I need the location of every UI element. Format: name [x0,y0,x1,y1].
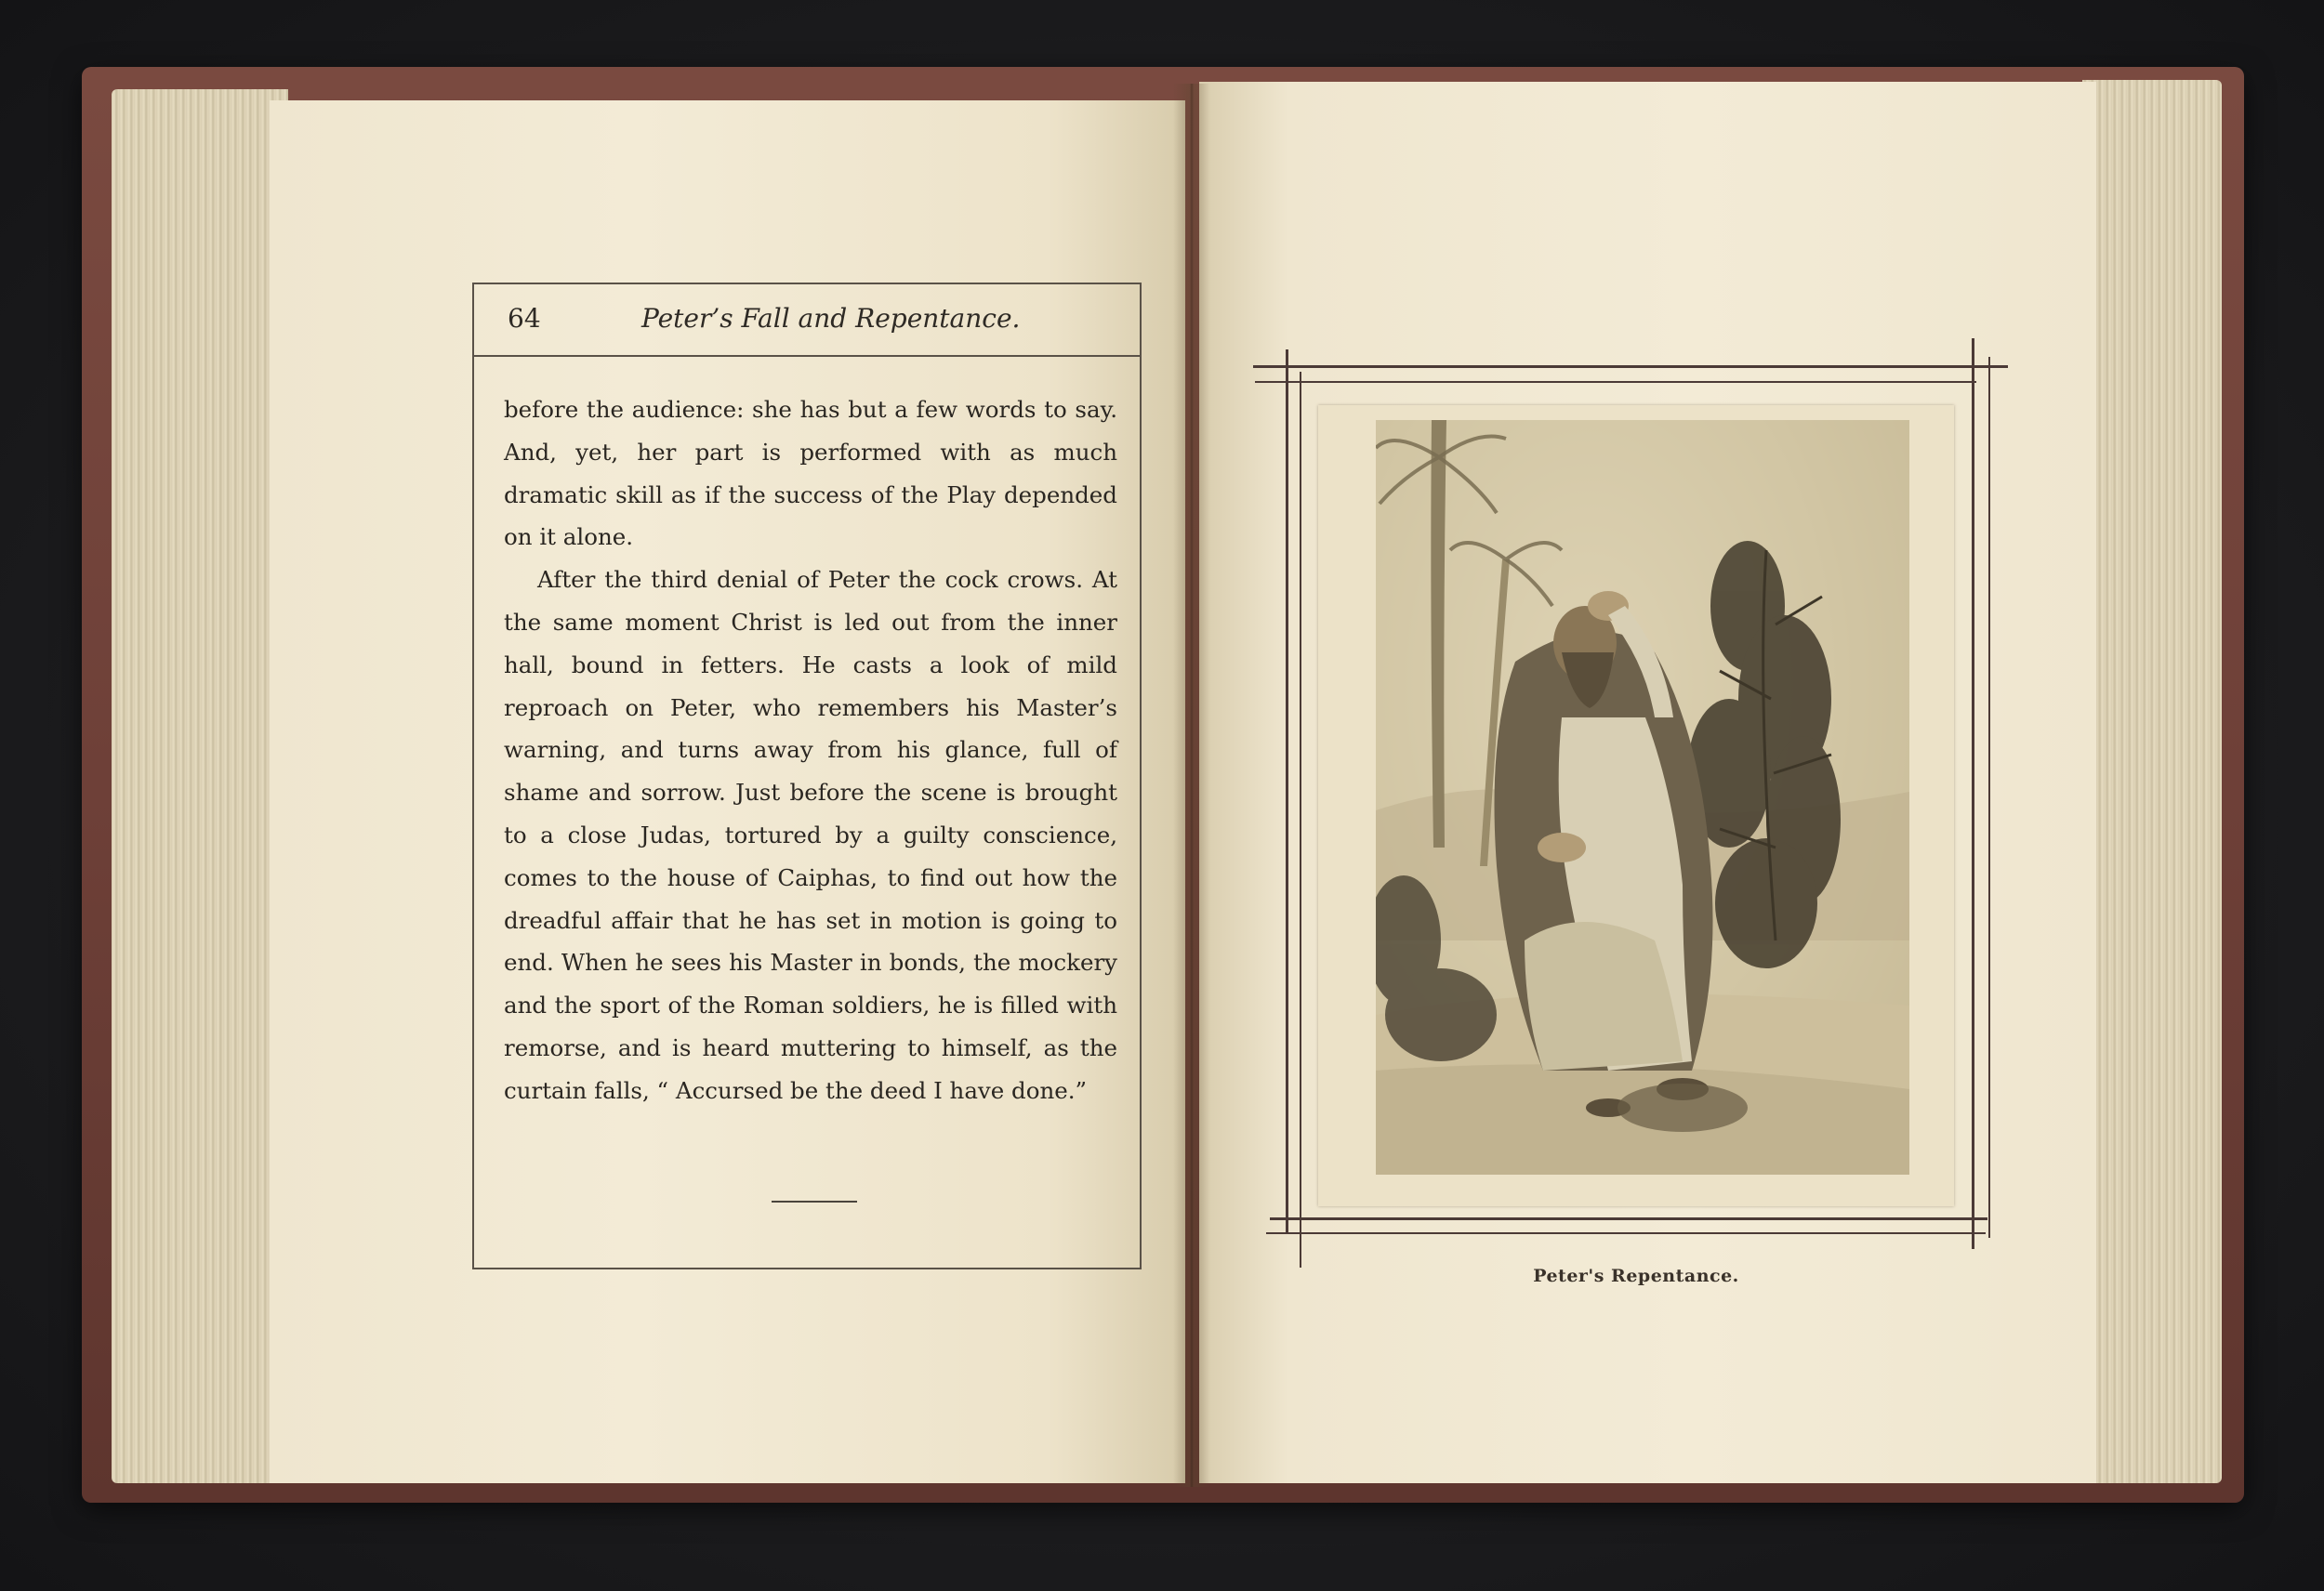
running-title: Peter’s Fall and Repentance. [641,303,1021,334]
frame-rule-bottom [1270,1217,1987,1220]
frame-rule-left [1286,349,1288,1232]
book-gutter [1173,84,1210,1487]
frame-rule-inner-bottom [1266,1232,1986,1234]
plate-caption: Peter's Repentance. [1533,1266,1739,1286]
frame-rule-inner-top [1255,381,1976,383]
frame-rule-top [1253,365,2008,368]
photograph-illustration [1376,420,1909,1175]
text-frame [472,283,1142,1269]
end-rule [772,1201,857,1203]
frame-rule-inner-left [1300,372,1301,1268]
page-number: 64 [508,303,541,334]
frame-rule-inner-right [1988,357,1990,1238]
page-edges-right [2082,80,2222,1483]
photograph [1376,420,1909,1175]
page-edges-left [112,89,288,1483]
frame-rule-right [1972,338,1974,1249]
paragraph-1: before the audience: she has but a few words to say. And, yet, her part is performed with as much dramatic skill as if the success of the Play depended on it alone. [504,396,1117,551]
body-text [504,388,1117,1112]
paragraph-2: After the third denial of Peter the cock crows. At the same moment Christ is led out from the inner hall, bound in fetters. He casts a look of mild reproach on Peter, who remembers his Master’s warning, and turns away from his glance, full of shame and sorrow. Just before the scene is brought to a close Judas, tortured by a guilty conscience, comes to the house of Caiphas, to find out how the dreadful affair that he has set in motion is going to end. When he sees his Master in bonds, the mockery and the sport of the Roman soldiers, he is filled with remorse, and is heard muttering to himself, as the curtain falls, “ Accursed be the deed I have done.” [504,566,1117,1104]
running-head [474,284,1140,357]
